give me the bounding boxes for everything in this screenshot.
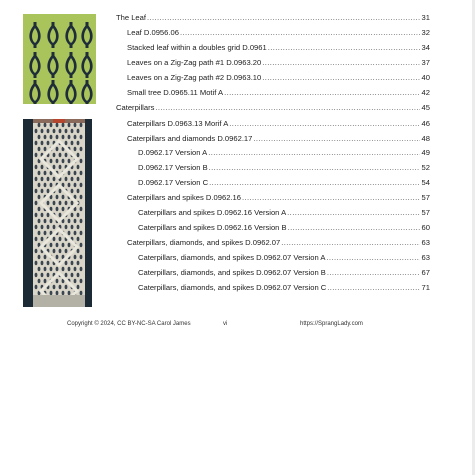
- toc-entry-page: 37: [421, 58, 430, 67]
- mesh-hole: [71, 189, 74, 193]
- mesh-hole: [35, 237, 38, 241]
- mesh-hole: [38, 279, 41, 283]
- mesh-hole: [59, 201, 62, 205]
- mesh-hole: [35, 129, 38, 133]
- mesh-hole: [74, 255, 77, 259]
- toc-leader-dots: [242, 192, 420, 204]
- mesh-hole: [53, 225, 56, 229]
- mesh-hole: [53, 249, 56, 253]
- mesh-hole: [80, 195, 83, 199]
- mesh-hole: [77, 261, 80, 265]
- mesh-hole: [41, 237, 44, 241]
- mesh-hole: [68, 231, 71, 235]
- mesh-hole: [35, 249, 38, 253]
- toc-leader-dots: [155, 102, 419, 114]
- mesh-hole: [47, 225, 50, 229]
- mesh-hole: [41, 141, 44, 145]
- toc-entry[interactable]: [127, 118, 430, 130]
- mesh-hole: [62, 135, 65, 139]
- mesh-hole: [53, 237, 56, 241]
- mesh-hole: [80, 135, 83, 139]
- toc-entry-page: 31: [421, 13, 430, 22]
- mesh-hole: [80, 207, 83, 211]
- mesh-hole: [62, 195, 65, 199]
- mesh-hole: [47, 273, 50, 277]
- toc-entry-page: 63: [421, 238, 430, 247]
- toc-entry[interactable]: [127, 27, 430, 39]
- mesh-hole: [44, 279, 47, 283]
- mesh-hole: [53, 201, 56, 205]
- mesh-hole: [59, 285, 62, 289]
- toc-entry-title: Caterpillars and spikes D.0962.16 Version B: [138, 223, 287, 232]
- mesh-hole: [44, 231, 47, 235]
- mesh-hole: [41, 129, 44, 133]
- mesh-hole: [80, 219, 83, 223]
- mesh-hole: [35, 273, 38, 277]
- mesh-hole: [68, 135, 71, 139]
- toc-entry[interactable]: [138, 162, 430, 174]
- mesh-hole: [53, 285, 56, 289]
- mesh-hole: [56, 291, 59, 295]
- mesh-hole: [38, 135, 41, 139]
- mesh-hole: [68, 171, 71, 175]
- mesh-hole: [65, 273, 68, 277]
- toc-entry-title: Caterpillars and diamonds D.0962.17: [127, 134, 253, 143]
- toc-entry[interactable]: [127, 87, 430, 99]
- toc-entry-page: 42: [421, 88, 430, 97]
- mesh-hole: [35, 189, 38, 193]
- mesh-hole: [65, 177, 68, 181]
- mesh-hole: [47, 201, 50, 205]
- mesh-hole: [80, 243, 83, 247]
- mesh-hole: [38, 123, 41, 127]
- mesh-hole: [71, 129, 74, 133]
- mesh-hole: [56, 159, 59, 163]
- mesh-hole: [62, 159, 65, 163]
- toc-entry[interactable]: [138, 267, 430, 279]
- mesh-hole: [38, 147, 41, 151]
- footer-copyright: Copyright © 2024, CC BY-NC-SA Carol James: [67, 321, 191, 327]
- toc-entry-title: D.0962.17 Version A: [138, 148, 208, 157]
- mesh-hole: [65, 141, 68, 145]
- mesh-hole: [59, 213, 62, 217]
- mesh-hole: [35, 261, 38, 265]
- toc-entry[interactable]: [127, 133, 430, 145]
- toc-entry-title: Caterpillars, diamonds, and spikes D.0962.07: [127, 238, 281, 247]
- toc-entry-page: 63: [421, 253, 430, 262]
- toc-entry-title: Caterpillars, diamonds, and spikes D.0962.07 Version C: [138, 283, 327, 292]
- mesh-hole: [77, 273, 80, 277]
- mesh-hole: [44, 183, 47, 187]
- mesh-hole: [80, 183, 83, 187]
- mesh-hole: [74, 267, 77, 271]
- toc-entry-page: 32: [421, 28, 430, 37]
- toc-entry-page: 48: [421, 134, 430, 143]
- mesh-hole: [53, 153, 56, 157]
- toc-leader-dots: [209, 177, 419, 189]
- mesh-hole: [71, 261, 74, 265]
- mesh-hole: [38, 183, 41, 187]
- mesh-hole: [44, 123, 47, 127]
- mesh-hole: [68, 219, 71, 223]
- mesh-hole: [47, 141, 50, 145]
- toc-entry-page: 49: [421, 148, 430, 157]
- mesh-hole: [53, 129, 56, 133]
- mesh-hole: [41, 165, 44, 169]
- toc-leader-dots: [288, 222, 420, 234]
- mesh-hole: [47, 213, 50, 217]
- mesh-hole: [65, 129, 68, 133]
- toc-leader-dots: [229, 118, 419, 130]
- mesh-hole: [53, 165, 56, 169]
- mesh-hole: [56, 123, 59, 127]
- mesh-hole: [35, 141, 38, 145]
- toc-leader-dots: [253, 133, 419, 145]
- mesh-hole: [41, 225, 44, 229]
- mesh-hole: [77, 165, 80, 169]
- toc-leader-dots: [208, 147, 419, 159]
- mesh-hole: [80, 147, 83, 151]
- mesh-hole: [59, 249, 62, 253]
- mesh-hole: [38, 195, 41, 199]
- mesh-hole: [35, 153, 38, 157]
- mesh-hole: [59, 153, 62, 157]
- toc-entry-page: 57: [421, 208, 430, 217]
- mesh-hole: [62, 207, 65, 211]
- mesh-hole: [65, 249, 68, 253]
- toc-entry-title: Stacked leaf within a doubles grid D.0961: [127, 43, 267, 52]
- toc-entry[interactable]: [127, 42, 430, 54]
- mesh-hole: [77, 177, 80, 181]
- toc-entry-page: 57: [421, 193, 430, 202]
- toc-entry[interactable]: [116, 12, 430, 24]
- toc-leader-dots: [262, 57, 419, 69]
- mesh-hole: [35, 285, 38, 289]
- mesh-hole: [68, 243, 71, 247]
- mesh-hole: [77, 285, 80, 289]
- mesh-hole: [77, 141, 80, 145]
- mesh-hole: [35, 213, 38, 217]
- toc-entry-title: D.0962.17 Version B: [138, 163, 208, 172]
- mesh-hole: [74, 183, 77, 187]
- toc-leader-dots: [209, 162, 420, 174]
- mesh-hole: [56, 147, 59, 151]
- mesh-hole: [74, 123, 77, 127]
- toc-leader-dots: [281, 237, 419, 249]
- mesh-hole: [50, 219, 53, 223]
- toc-entry-page: 45: [421, 103, 430, 112]
- mesh-hole: [35, 225, 38, 229]
- mesh-hole: [65, 153, 68, 157]
- mesh-hole: [65, 225, 68, 229]
- mesh-hole: [62, 123, 65, 127]
- toc-entry-title: The Leaf: [116, 13, 146, 22]
- mesh-hole: [80, 231, 83, 235]
- mesh-hole: [50, 135, 53, 139]
- mesh-hole: [71, 201, 74, 205]
- mesh-hole: [35, 201, 38, 205]
- mesh-hole: [44, 147, 47, 151]
- mesh-hole: [41, 261, 44, 265]
- leaf-textile-image: [23, 14, 96, 104]
- toc-leader-dots: [180, 27, 420, 39]
- toc-leader-dots: [326, 252, 419, 264]
- mesh-hole: [38, 207, 41, 211]
- mesh-hole: [50, 243, 53, 247]
- toc-entry[interactable]: [138, 177, 430, 189]
- toc-leader-dots: [287, 207, 419, 219]
- toc-entry-page: 54: [421, 178, 430, 187]
- toc-leader-dots: [224, 87, 419, 99]
- mesh-hole: [71, 141, 74, 145]
- mesh-hole: [47, 177, 50, 181]
- toc-entry-page: 34: [421, 43, 430, 52]
- mesh-hole: [56, 207, 59, 211]
- toc-entry-page: 40: [421, 73, 430, 82]
- toc-entry[interactable]: [138, 252, 430, 264]
- toc-entry[interactable]: [127, 72, 430, 84]
- mesh-hole: [80, 267, 83, 271]
- toc-entry-title: D.0962.17 Version C: [138, 178, 209, 187]
- mesh-hole: [62, 243, 65, 247]
- mesh-hole: [80, 279, 83, 283]
- mesh-hole: [80, 171, 83, 175]
- mesh-hole: [77, 129, 80, 133]
- toc-entry[interactable]: [138, 282, 430, 294]
- toc-leader-dots: [147, 12, 420, 24]
- mesh-hole: [68, 123, 71, 127]
- mesh-hole: [62, 291, 65, 295]
- mesh-hole: [80, 255, 83, 259]
- mesh-hole: [50, 123, 53, 127]
- mesh-hole: [77, 153, 80, 157]
- mesh-hole: [74, 219, 77, 223]
- mesh-hole: [65, 201, 68, 205]
- mesh-hole: [80, 123, 83, 127]
- mesh-hole: [41, 189, 44, 193]
- toc-entry[interactable]: [138, 147, 430, 159]
- mesh-hole: [35, 165, 38, 169]
- toc-entry-title: Caterpillars, diamonds, and spikes D.0962.07 Version A: [138, 253, 326, 262]
- mesh-hole: [35, 177, 38, 181]
- mesh-hole: [50, 267, 53, 271]
- mesh-hole: [56, 255, 59, 259]
- mesh-hole: [44, 219, 47, 223]
- mesh-hole: [68, 267, 71, 271]
- toc-entry[interactable]: [127, 237, 430, 249]
- mesh-hole: [59, 165, 62, 169]
- toc-entry[interactable]: [127, 192, 430, 204]
- mesh-hole: [56, 195, 59, 199]
- mesh-hole: [65, 285, 68, 289]
- mesh-hole: [47, 189, 50, 193]
- mesh-hole: [38, 231, 41, 235]
- mesh-hole: [74, 135, 77, 139]
- mesh-hole: [80, 291, 83, 295]
- mesh-hole: [80, 159, 83, 163]
- mesh-hole: [68, 159, 71, 163]
- mesh-hole: [50, 291, 53, 295]
- toc-entry-title: Caterpillars, diamonds, and spikes D.0962.07 Version B: [138, 268, 326, 277]
- mesh-hole: [44, 135, 47, 139]
- mesh-hole: [74, 171, 77, 175]
- mesh-hole: [65, 261, 68, 265]
- toc-entry-page: 60: [421, 223, 430, 232]
- toc-entry-title: Caterpillars D.0963.13 Morif A: [127, 119, 229, 128]
- mesh-hole: [71, 177, 74, 181]
- toc-entry-title: Leaf D.0956.06: [127, 28, 179, 37]
- mesh-hole: [56, 243, 59, 247]
- mesh-hole: [56, 267, 59, 271]
- toc-entry-title: Caterpillars and spikes D.0962.16: [127, 193, 241, 202]
- mesh-hole: [56, 135, 59, 139]
- toc-leader-dots: [268, 42, 420, 54]
- footer-page-number: vi: [223, 321, 228, 327]
- mesh-hole: [77, 249, 80, 253]
- mesh-hole: [59, 237, 62, 241]
- mesh-hole: [71, 225, 74, 229]
- mesh-hole: [38, 171, 41, 175]
- mesh-hole: [41, 213, 44, 217]
- mesh-hole: [77, 189, 80, 193]
- mesh-hole: [38, 267, 41, 271]
- mesh-hole: [53, 177, 56, 181]
- mesh-hole: [44, 171, 47, 175]
- mesh-hole: [77, 225, 80, 229]
- footer-url: https://SprangLady.com: [300, 321, 363, 327]
- caterpillar-textile-photo: [23, 119, 92, 307]
- toc-entry-title: Leaves on a Zig-Zag path #2 D.0963.10: [127, 73, 262, 82]
- mesh-hole: [77, 213, 80, 217]
- toc-entry-title: Caterpillars and spikes D.0962.16 Version A: [138, 208, 287, 217]
- mesh-hole: [38, 255, 41, 259]
- toc-entry-title: Caterpillars: [116, 103, 155, 112]
- toc-leader-dots: [262, 72, 419, 84]
- mesh-hole: [59, 129, 62, 133]
- toc-entry-page: 52: [421, 163, 430, 172]
- mesh-hole: [74, 231, 77, 235]
- mesh-hole: [59, 189, 62, 193]
- mesh-hole: [62, 267, 65, 271]
- mesh-hole: [41, 177, 44, 181]
- mesh-hole: [50, 159, 53, 163]
- toc-entry-page: 67: [421, 268, 430, 277]
- toc-entry-title: Leaves on a Zig-Zag path #1 D.0963.20: [127, 58, 262, 67]
- mesh-hole: [44, 255, 47, 259]
- toc-leader-dots: [327, 267, 420, 279]
- mesh-hole: [74, 279, 77, 283]
- mesh-hole: [56, 279, 59, 283]
- toc-entry[interactable]: [116, 102, 430, 114]
- mesh-hole: [74, 147, 77, 151]
- mesh-hole: [44, 267, 47, 271]
- mesh-hole: [47, 261, 50, 265]
- mesh-hole: [41, 273, 44, 277]
- mesh-hole: [68, 291, 71, 295]
- toc-entry-page: 46: [421, 119, 430, 128]
- leaf-textile-photo: [23, 14, 96, 104]
- caterpillar-textile-image: [23, 119, 92, 307]
- toc-entry[interactable]: [138, 222, 430, 234]
- mesh-hole: [47, 129, 50, 133]
- mesh-hole: [38, 219, 41, 223]
- mesh-hole: [50, 183, 53, 187]
- mesh-hole: [77, 237, 80, 241]
- toc-entry-page: 71: [421, 283, 430, 292]
- mesh-hole: [71, 273, 74, 277]
- mesh-hole: [71, 213, 74, 217]
- toc-entry[interactable]: [127, 57, 430, 69]
- mesh-hole: [68, 183, 71, 187]
- toc-entry-title: Small tree D.0965.11 Motif A: [127, 88, 224, 97]
- toc-entry[interactable]: [138, 207, 430, 219]
- toc-leader-dots: [327, 282, 419, 294]
